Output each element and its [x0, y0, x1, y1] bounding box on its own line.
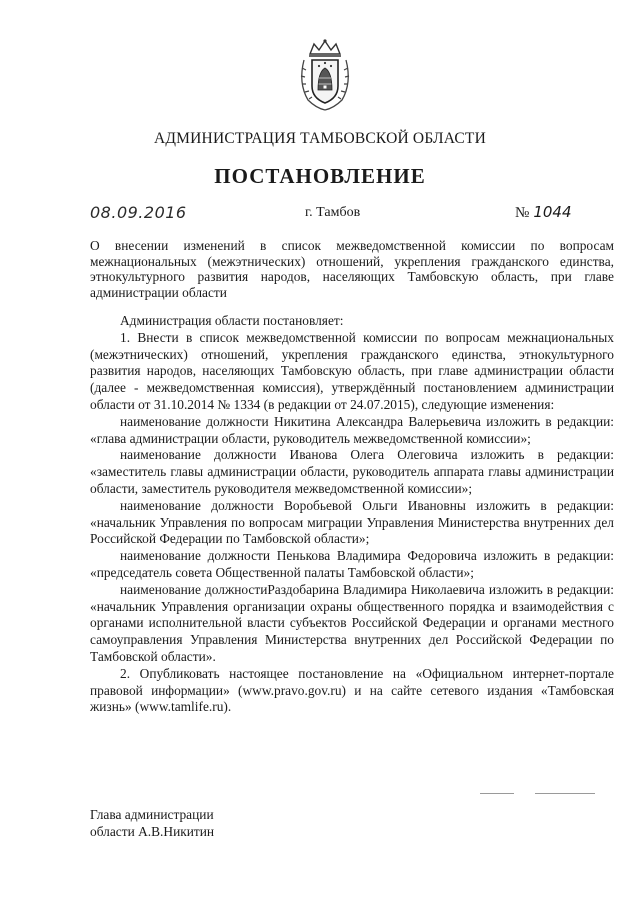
document-body — [90, 313, 614, 716]
organization-title: АДМИНИСТРАЦИЯ ТАМБОВСКОЙ ОБЛАСТИ — [154, 130, 486, 147]
scan-mark — [480, 793, 514, 794]
paragraph-2: 2. Опубликовать настоящее постановление на «Официальном интернет-портале правовой информации» (www.pravo.gov.ru) и на сайте сетевого издания «Тамбовская жизнь» (www.tamlife.ru). — [90, 665, 614, 715]
amendment-item-4: наименование должности Пенькова Владимира Федоровича изложить в редакции: «председатель совета Общественной палаты Тамбовской области»; — [90, 548, 614, 580]
body-intro: Администрация области постановляет: — [120, 313, 344, 328]
signature-name: области А.В.Никитин — [90, 824, 215, 839]
scan-mark — [535, 793, 595, 794]
document-date: 08.09.2016 — [90, 203, 187, 222]
amendment-item-3: наименование должности Воробьевой Ольги Ивановны изложить в редакции: «начальник Управления по вопросам миграции Управления Министерства внутренних дел Российской Федерации по Тамбовской области»; — [90, 497, 614, 547]
document-city: г. Тамбов — [305, 205, 361, 220]
paragraph-1: 1. Внести в список межведомственной комиссии по вопросам межнациональных (межэтнических) отношений, укрепления гражданского единства, этнокультурного развития народов, населяющих Тамбовскую область, при главе администрации области (далее - межведомственная комиссия), утверждённый постановлением администрации области от 31.10.2014 № 1334 (в редакции от 24.07.2015), следующие изменения: — [90, 329, 614, 412]
amendment-item-2: наименование должности Иванова Олега Олеговича изложить в редакции: «заместитель главы администрации области, руководитель аппарата главы администрации области, заместитель руководителя межведомственной комиссии»; — [90, 447, 614, 496]
document-subject: О внесении изменений в список межведомственной комиссии по вопросам межнациональных (межэтнических) отношений, укрепления гражданского единства, этнокультурного развития народов, населяющих Тамбовскую область, при главе администрации области — [90, 238, 614, 300]
document-number — [515, 203, 572, 222]
number-value: 1044 — [533, 203, 572, 221]
amendment-item-1: наименование должности Никитина Александра Валерьевича изложить в редакции: «глава администрации области, руководитель межведомственной комиссии»; — [90, 413, 614, 446]
coat-of-arms-icon — [296, 38, 354, 112]
signature-block — [90, 806, 214, 840]
number-prefix: № — [515, 205, 530, 221]
document-type-heading: ПОСТАНОВЛЕНИЕ — [214, 164, 426, 188]
signature-position: Глава администрации — [90, 807, 214, 822]
amendment-item-5: наименование должностиРаздобарина Владимира Николаевича изложить в редакции: «начальник Управления организации охраны общественного порядка и взаимодействия с органами исполнительной власти субъектов Российской Федерации и органами местного самоуправления Управления Министерства внутренних дел Российской Федерации по Тамбовской области». — [90, 581, 614, 664]
